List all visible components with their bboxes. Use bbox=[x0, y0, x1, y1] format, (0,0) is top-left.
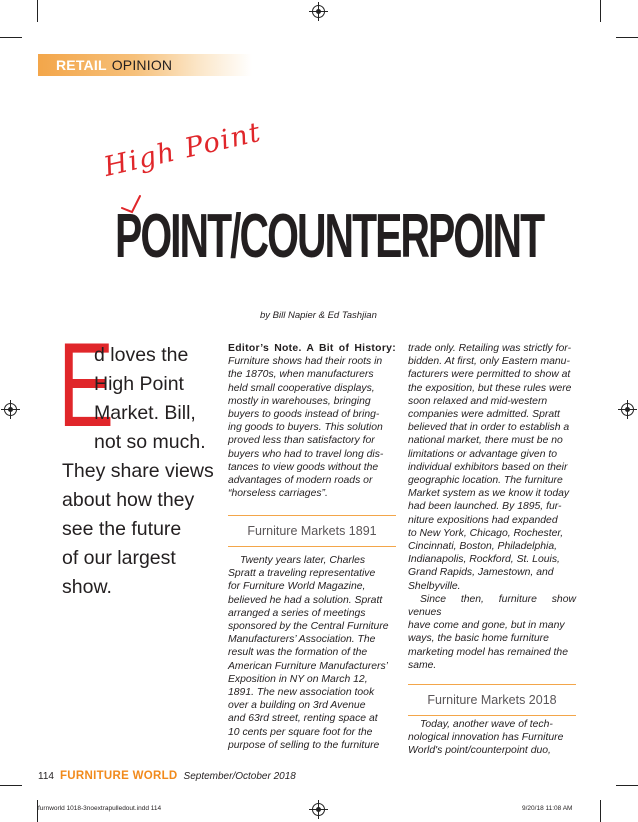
lead-paragraph bbox=[228, 342, 396, 500]
page-footer bbox=[38, 770, 296, 782]
pull-quote-line: High Point bbox=[94, 373, 184, 395]
crop-mark bbox=[0, 37, 22, 38]
pull-quote-line: about how they bbox=[62, 489, 195, 511]
crop-mark bbox=[600, 0, 601, 22]
text-line: Since then, furniture show venues bbox=[408, 593, 576, 619]
text-line: Market system as we know it today bbox=[408, 488, 570, 500]
text-line: had been launched. By 1895, fur- bbox=[408, 501, 562, 513]
text-line: 10 cents per square foot for the bbox=[228, 726, 373, 738]
brand-name: FURNITURE WORLD bbox=[59, 770, 178, 782]
body-column-3 bbox=[408, 342, 576, 672]
text-line: niture expositions had expanded bbox=[408, 514, 558, 526]
body-column-3-continued bbox=[408, 718, 576, 758]
text-line: “horseless carriages”. bbox=[228, 488, 328, 500]
text-line: companies were admitted. Spratt bbox=[408, 409, 560, 421]
text-line: trade only. Retailing was strictly for- bbox=[408, 343, 572, 354]
issue-date: September/October 2018 bbox=[183, 771, 296, 782]
section-secondary: OPINION bbox=[111, 57, 173, 73]
subhead-1891: Furniture Markets 1891 bbox=[228, 515, 396, 547]
registration-mark-icon bbox=[621, 403, 634, 416]
paragraph-1891 bbox=[228, 554, 396, 752]
body-column-2-continued bbox=[228, 554, 396, 752]
drop-cap: E bbox=[58, 318, 115, 452]
file-timestamp: 9/20/18 11:08 AM bbox=[522, 805, 573, 812]
text-line: Spratt a traveling representative bbox=[228, 568, 376, 580]
pull-quote-line: d loves the bbox=[94, 344, 189, 366]
paragraph-since-then bbox=[408, 593, 576, 672]
text-line: mostly in warehouses, bringing bbox=[228, 395, 371, 407]
pull-quote-line: show. bbox=[62, 576, 112, 598]
text-line: result was the formation of the bbox=[228, 647, 368, 659]
pull-quote-line: see the future bbox=[62, 518, 182, 540]
registration-mark-icon bbox=[4, 403, 17, 416]
text-line: believed that in order to establish a bbox=[408, 422, 570, 434]
subhead-2018: Furniture Markets 2018 bbox=[408, 684, 576, 716]
crop-mark bbox=[0, 785, 22, 786]
crop-mark bbox=[600, 800, 601, 822]
text-line: same. bbox=[408, 659, 437, 671]
pull-quote-line: not so much. bbox=[94, 431, 206, 453]
pull-quote-line: Market. Bill, bbox=[94, 402, 196, 424]
editors-note-title: Editor’s Note. A Bit of History: bbox=[228, 343, 396, 354]
text-line: advantages of modern roads or bbox=[228, 475, 373, 487]
text-line: facturers were permitted to show at bbox=[408, 369, 571, 381]
text-line: Twenty years later, Charles bbox=[240, 555, 366, 566]
text-line: Cincinnati, Boston, Philadelphia, bbox=[408, 541, 558, 553]
text-line: Furniture shows had their roots in bbox=[228, 356, 383, 368]
crop-mark bbox=[616, 785, 638, 786]
text-line: Exposition in NY on March 12, bbox=[228, 673, 368, 685]
text-line: ways, the basic home furniture bbox=[408, 633, 549, 645]
paragraph-today bbox=[408, 718, 576, 758]
text-line: tances to view goods without the bbox=[228, 461, 379, 473]
handwritten-insert: High Point bbox=[101, 116, 265, 183]
text-line: geographic location. The furniture bbox=[408, 475, 563, 487]
section-primary: RETAIL bbox=[56, 57, 107, 73]
text-line: national market, there must be no bbox=[408, 435, 563, 447]
text-line: 1891. The new association took bbox=[228, 687, 375, 699]
file-slug: furnworld 1018-3noextrapulledout.indd 114 bbox=[38, 805, 162, 812]
text-line: Shelbyville. bbox=[408, 580, 461, 592]
text-line: soon relaxed and mid-western bbox=[408, 395, 548, 407]
text-line: Indianapolis, Rockford, St. Louis, bbox=[408, 554, 560, 566]
registration-mark-icon bbox=[312, 803, 325, 816]
text-line: nological innovation has Furniture bbox=[408, 732, 564, 744]
text-line: for Furniture World Magazine, bbox=[228, 581, 366, 593]
byline-text: by Bill Napier & Ed Tashjian bbox=[260, 310, 377, 321]
text-line: Grand Rapids, Jamestown, and bbox=[408, 567, 554, 579]
text-line: marketing model has remained the bbox=[408, 646, 568, 658]
registration-mark-icon bbox=[312, 5, 325, 18]
paragraph-trade-only bbox=[408, 342, 576, 593]
text-line: World's point/counterpoint duo, bbox=[408, 745, 551, 757]
pull-quote-line: They share views bbox=[62, 460, 214, 482]
section-tag bbox=[38, 54, 252, 76]
text-line: the exposition, but these rules were bbox=[408, 382, 572, 394]
text-line: bidden. At first, only Eastern manu- bbox=[408, 356, 570, 368]
text-line: have come and gone, but in many bbox=[408, 620, 565, 632]
text-line: proved less than satisfactory for bbox=[228, 435, 375, 447]
crop-mark bbox=[37, 0, 38, 22]
text-line: buyers to goods instead of bring- bbox=[228, 409, 380, 421]
text-line: ing goods to buyers. This solution bbox=[228, 422, 383, 434]
text-line: arranged a series of meetings bbox=[228, 607, 366, 619]
page-number: 114 bbox=[38, 771, 54, 782]
text-line: Today, another wave of tech- bbox=[420, 719, 553, 730]
text-line: limitations or advantage given to bbox=[408, 448, 558, 460]
text-line: and 63rd street, renting space at bbox=[228, 713, 378, 725]
text-line: held small cooperative displays, bbox=[228, 382, 375, 394]
text-line: over a building on 3rd Avenue bbox=[228, 700, 366, 712]
text-line: individual exhibitors based on their bbox=[408, 461, 568, 473]
text-line: purpose of selling to the furniture bbox=[228, 739, 380, 751]
text-line: to New York, Chicago, Rochester, bbox=[408, 527, 564, 539]
crop-mark bbox=[616, 37, 638, 38]
text-line: the 1870s, when manufacturers bbox=[228, 369, 374, 381]
text-line: believed he had a solution. Spratt bbox=[228, 594, 383, 606]
text-line: sponsored by the Central Furniture bbox=[228, 621, 389, 633]
body-column-2 bbox=[228, 342, 396, 500]
pull-quote-line: of our largest bbox=[62, 547, 176, 569]
page-title: POINT/COUNTERPOINT bbox=[115, 202, 544, 271]
text-line: Manufacturers’ Association. The bbox=[228, 634, 376, 646]
text-line: American Furniture Manufacturers’ bbox=[228, 660, 388, 672]
text-line: buyers who had to travel long dis- bbox=[228, 448, 384, 460]
